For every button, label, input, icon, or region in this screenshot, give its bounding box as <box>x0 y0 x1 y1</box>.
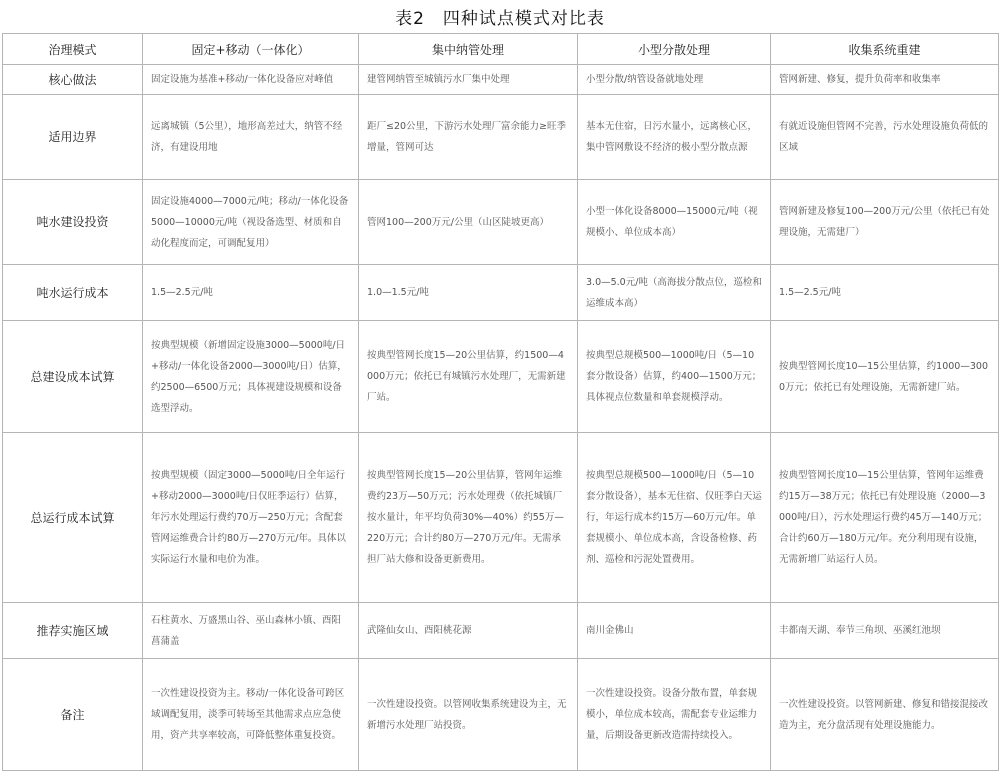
row-label: 吨水建设投资 <box>3 180 143 265</box>
row-label: 总运行成本试算 <box>3 433 143 603</box>
table-cell: 一次性建设投资。以管网新建、修复和错接混接改造为主，充分盘活现有处理设施能力。 <box>771 659 999 771</box>
table-cell: 小型一体化设备8000—15000元/吨（视规模小、单位成本高） <box>578 180 771 265</box>
row-label: 适用边界 <box>3 95 143 180</box>
table-cell: 1.5—2.5元/吨 <box>771 265 999 321</box>
table-cell: 石柱黄水、万盛黑山谷、巫山森林小镇、酉阳菖蒲盖 <box>143 603 359 659</box>
table-row <box>3 659 999 771</box>
table-row <box>3 180 999 265</box>
table-cell: 固定设施4000—7000元/吨；移动/一体化设备5000—10000元/吨（视设备选型、材质和自动化程度而定，可调配复用） <box>143 180 359 265</box>
column-header: 治理模式 <box>3 34 143 65</box>
row-label: 备注 <box>3 659 143 771</box>
table-cell: 按典型规模（固定3000—5000吨/日全年运行+移动2000—3000吨/日仅旺季运行）估算，年污水处理运行费约70万—250万元；含配套管网运维费合计约80万—270万元/年。具体以实际运行水量和电价为准。 <box>143 433 359 603</box>
table-cell: 距厂≤20公里，下游污水处理厂富余能力≥旺季增量，管网可达 <box>359 95 578 180</box>
table-cell: 建管网纳管至城镇污水厂集中处理 <box>359 65 578 95</box>
table-cell: 1.5—2.5元/吨 <box>143 265 359 321</box>
table-cell: 一次性建设投资。设备分散布置，单套规模小，单位成本较高，需配套专业运维力量，后期设备更新改造需持续投入。 <box>578 659 771 771</box>
table-cell: 管网新建及修复100—200万元/公里（依托已有处理设施，无需建厂） <box>771 180 999 265</box>
table-cell: 1.0—1.5元/吨 <box>359 265 578 321</box>
table-cell: 管网100—200万元/公里（山区陡坡更高） <box>359 180 578 265</box>
table-row <box>3 95 999 180</box>
table-row <box>3 65 999 95</box>
comparison-table <box>2 33 999 771</box>
row-label: 推荐实施区域 <box>3 603 143 659</box>
table-cell: 丰都南天湖、奉节三角坝、巫溪红池坝 <box>771 603 999 659</box>
table-header-row <box>3 34 999 65</box>
table-cell: 按典型管网长度10—15公里估算，管网年运维费约15万—38万元；依托已有处理设施（2000—3000吨/日），污水处理运行费约45万—140万元；合计约60万—180万元/年。充分利用现有设施，无需新增厂站运行人员。 <box>771 433 999 603</box>
table-cell: 按典型总规模500—1000吨/日（5—10套分散设备），基本无住宿、仅旺季白天运行，年运行成本约15万—60万元/年。单套规模小、单位成本高，含设备检修、药剂、巡检和污泥处置费用。 <box>578 433 771 603</box>
table-cell: 南川金佛山 <box>578 603 771 659</box>
table-cell: 固定设施为基准+移动/一体化设备应对峰值 <box>143 65 359 95</box>
table-cell: 武隆仙女山、酉阳桃花源 <box>359 603 578 659</box>
column-header: 集中纳管处理 <box>359 34 578 65</box>
table-cell: 基本无住宿，日污水量小，远离核心区，集中管网敷设不经济的极小型分散点源 <box>578 95 771 180</box>
table-cell: 按典型管网长度10—15公里估算，约1000—3000万元；依托已有处理设施，无需新建厂站。 <box>771 321 999 433</box>
table-cell: 一次性建设投资。以管网收集系统建设为主，无新增污水处理厂站投资。 <box>359 659 578 771</box>
table-cell: 小型分散/纳管设备就地处理 <box>578 65 771 95</box>
table-row <box>3 433 999 603</box>
column-header: 固定+移动（一体化） <box>143 34 359 65</box>
table-cell: 按典型规模（新增固定设施3000—5000吨/日+移动/一体化设备2000—3000吨/日）估算，约2500—6500万元；具体视建设规模和设备选型浮动。 <box>143 321 359 433</box>
table-cell: 远离城镇（5公里），地形高差过大，纳管不经济，有建设用地 <box>143 95 359 180</box>
row-label: 吨水运行成本 <box>3 265 143 321</box>
table-cell: 一次性建设投资为主。移动/一体化设备可跨区域调配复用，淡季可转场至其他需求点应急使用，资产共享率较高，可降低整体重复投资。 <box>143 659 359 771</box>
table-cell: 有就近设施但管网不完善，污水处理设施负荷低的区域 <box>771 95 999 180</box>
table-cell: 3.0—5.0元/吨（高海拔分散点位，巡检和运维成本高） <box>578 265 771 321</box>
table-cell: 管网新建、修复，提升负荷率和收集率 <box>771 65 999 95</box>
table-cell: 按典型管网长度15—20公里估算，管网年运维费约23万—50万元；污水处理费（依托城镇厂按水量计，年平均负荷30%—40%）约55万—220万元；合计约80万—270万元/年。无需承担厂站大修和设备更新费用。 <box>359 433 578 603</box>
table-cell: 按典型管网长度15—20公里估算，约1500—4000万元；依托已有城镇污水处理厂，无需新建厂站。 <box>359 321 578 433</box>
row-label: 总建设成本试算 <box>3 321 143 433</box>
row-label: 核心做法 <box>3 65 143 95</box>
table-title: 表2 四种试点模式对比表 <box>395 9 605 29</box>
table-row <box>3 603 999 659</box>
table-cell: 按典型总规模500—1000吨/日（5—10套分散设备）估算，约400—1500万元；具体视点位数量和单套规模浮动。 <box>578 321 771 433</box>
column-header: 小型分散处理 <box>578 34 771 65</box>
column-header: 收集系统重建 <box>771 34 999 65</box>
table-row <box>3 321 999 433</box>
table-row <box>3 265 999 321</box>
